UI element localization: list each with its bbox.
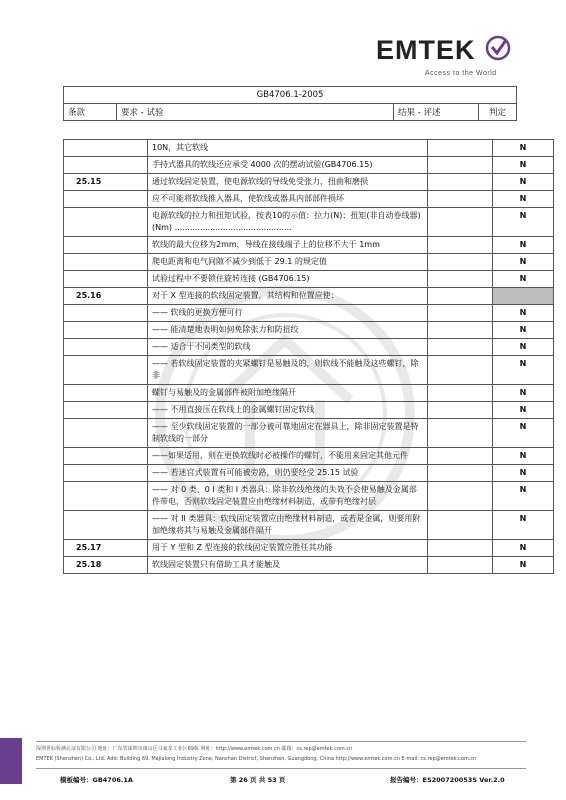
table-row: [64, 305, 554, 322]
template-number: 模板编号：GB4706.1A: [60, 776, 133, 784]
verdict-cell: N: [493, 305, 554, 322]
standard-number: GB4706.1-2005: [64, 87, 517, 104]
clause-cell: [64, 254, 148, 271]
clause-cell: 25.17: [64, 540, 148, 557]
col-header-result: 结果 - 评述: [394, 104, 479, 121]
clause-cell: [64, 157, 148, 174]
clause-cell: [64, 322, 148, 339]
table-row: [64, 237, 554, 254]
requirement-cell: 试验过程中不要锁住旋转连接 (GB4706.15): [148, 271, 428, 288]
verdict-cell: N: [493, 254, 554, 271]
requirement-cell: —— 若软线固定装置的夹紧螺钉是易触及的，则软线不能触及这些螺钉，除非: [148, 356, 428, 385]
report-number: 报告编号：ES200720053S Ver.2.0: [390, 776, 505, 784]
clause-cell: [64, 140, 148, 157]
logo-check-icon: [484, 34, 512, 62]
result-cell: [428, 191, 493, 208]
result-cell: [428, 208, 493, 237]
result-cell: [428, 465, 493, 482]
requirement-cell: —— 不用直接压在软线上的金属螺钉固定软线: [148, 402, 428, 419]
requirement-cell: 电源软线的拉力和扭矩试验，按表10的示值：拉力(N)；扭矩(非自动卷线器)(Nm) ..............................................: [148, 208, 428, 237]
clause-cell: [64, 448, 148, 465]
result-cell: [428, 271, 493, 288]
logo-text: EMTEK: [376, 35, 476, 65]
result-cell: [428, 322, 493, 339]
result-cell: [428, 157, 493, 174]
result-cell: [428, 402, 493, 419]
result-cell: [428, 140, 493, 157]
requirement-cell: —— 对 0 类、0 I 类和 I 类器具：除非软线绝缘的失效不会使易触及金属部件带电，否则软线固定装置应由绝缘材料制造，或带有绝缘衬层: [148, 482, 428, 511]
table-row: [64, 419, 554, 448]
footer-address-cn: 深圳世标检测认证有限公司 地址：广东省深圳市南山区马家龙工业区69栋 网址：http://www.emtek.com.cn 邮箱：cs.rep@emtek.com.cn: [36, 746, 353, 752]
clause-cell: [64, 271, 148, 288]
requirement-cell: —— 若迷宫式装置有可能被旁路，则仍要经受 25.15 试验: [148, 465, 428, 482]
table-row: [64, 191, 554, 208]
result-cell: [428, 557, 493, 574]
table-row: [64, 385, 554, 402]
table-row: [64, 511, 554, 540]
table-row: [64, 402, 554, 419]
footer-address-en: EMTEK (Shenzhen) Co., Ltd. Add: Building 69, Majialong Industry Zone, Nanshan District, Shenzhen, Guangdong, China http://www.emtek.com.cn E-mail: cs.rep@emtek.com.cn: [36, 756, 477, 762]
verdict-cell: N: [493, 482, 554, 511]
table-row: [64, 448, 554, 465]
requirement-cell: 软线的最大位移为2mm，导线在接线端子上的位移不大于 1mm: [148, 237, 428, 254]
verdict-cell: [493, 288, 554, 305]
report-header-table: [63, 86, 517, 121]
verdict-cell: N: [493, 339, 554, 356]
table-row: [64, 322, 554, 339]
result-cell: [428, 288, 493, 305]
clause-cell: [64, 419, 148, 448]
logo-tagline: Access to the World: [425, 70, 497, 77]
clause-cell: [64, 191, 148, 208]
clause-cell: [64, 511, 148, 540]
requirement-cell: ——如果适用，则在更换软线时必被操作的螺钉，不能用来固定其他元件: [148, 448, 428, 465]
verdict-cell: N: [493, 237, 554, 254]
requirement-cell: 10N，其它软线: [148, 140, 428, 157]
requirement-cell: —— 能清楚地表明如何免除张力和防扭绞: [148, 322, 428, 339]
verdict-cell: N: [493, 402, 554, 419]
clause-cell: [64, 402, 148, 419]
clause-cell: 25.16: [64, 288, 148, 305]
verdict-cell: N: [493, 448, 554, 465]
result-cell: [428, 174, 493, 191]
result-cell: [428, 237, 493, 254]
requirement-cell: —— 适合于不同类型的软线: [148, 339, 428, 356]
clause-cell: [64, 305, 148, 322]
verdict-cell: N: [493, 557, 554, 574]
requirement-cell: —— 软线的更换方便可行: [148, 305, 428, 322]
verdict-cell: N: [493, 191, 554, 208]
table-row: [64, 540, 554, 557]
clause-cell: [64, 356, 148, 385]
result-cell: [428, 339, 493, 356]
table-row: [64, 208, 554, 237]
result-cell: [428, 448, 493, 465]
table-row: [64, 482, 554, 511]
page-number: 第 26 页 共 53 页: [230, 776, 286, 784]
table-row: [64, 254, 554, 271]
result-cell: [428, 511, 493, 540]
result-cell: [428, 419, 493, 448]
verdict-cell: N: [493, 322, 554, 339]
clause-cell: [64, 208, 148, 237]
clause-cell: [64, 237, 148, 254]
footer-brand-bar: [0, 738, 22, 784]
table-row: [64, 157, 554, 174]
result-cell: [428, 356, 493, 385]
col-header-verdict: 判定: [479, 104, 517, 121]
requirement-cell: 对于 X 型连接的软线固定装置，其结构和位置应使：: [148, 288, 428, 305]
clause-cell: [64, 339, 148, 356]
requirement-cell: —— 对 II 类器具：软线固定装置应由绝缘材料制造，或若是金属，则要用附加绝缘将其与易触及金属部件隔开: [148, 511, 428, 540]
emtek-logo: [376, 36, 516, 64]
verdict-cell: N: [493, 157, 554, 174]
clause-cell: [64, 465, 148, 482]
requirement-cell: 通过软线固定装置，使电源软线的导线免受张力，扭曲和磨损: [148, 174, 428, 191]
table-row: [64, 339, 554, 356]
result-cell: [428, 305, 493, 322]
verdict-cell: N: [493, 356, 554, 385]
requirement-cell: —— 至少软线固定装置的一部分被可靠地固定在器具上，除非固定装置是特制软线的一部分: [148, 419, 428, 448]
table-row: [64, 356, 554, 385]
table-row: [64, 174, 554, 191]
verdict-cell: N: [493, 511, 554, 540]
verdict-cell: N: [493, 208, 554, 237]
table-row: [64, 465, 554, 482]
verdict-cell: N: [493, 540, 554, 557]
verdict-cell: N: [493, 465, 554, 482]
requirement-cell: 螺钉与易触及的金属部件被附加绝缘隔开: [148, 385, 428, 402]
verdict-cell: N: [493, 419, 554, 448]
result-cell: [428, 540, 493, 557]
clause-cell: 25.18: [64, 557, 148, 574]
table-row: [64, 140, 554, 157]
col-header-clause: 条款: [64, 104, 117, 121]
requirement-cell: 软线固定装置只有借助工具才能触及: [148, 557, 428, 574]
table-row: [64, 288, 554, 305]
requirement-cell: 手持式器具的软线还应承受 4000 次的摆动试验(GB4706.15): [148, 157, 428, 174]
table-row: [64, 271, 554, 288]
verdict-cell: N: [493, 140, 554, 157]
result-cell: [428, 385, 493, 402]
result-cell: [428, 482, 493, 511]
footer-divider-2: [36, 768, 526, 769]
col-header-requirement: 要求 - 试验: [117, 104, 394, 121]
verdict-cell: N: [493, 174, 554, 191]
clause-cell: [64, 385, 148, 402]
clause-cell: 25.15: [64, 174, 148, 191]
requirements-table: [63, 139, 554, 574]
verdict-cell: N: [493, 271, 554, 288]
verdict-cell: N: [493, 385, 554, 402]
table-row: [64, 557, 554, 574]
requirement-cell: 爬电距离和电气间隙不减少到低于 29.1 的规定值: [148, 254, 428, 271]
requirement-cell: 用于 Y 型和 Z 型连接的软线固定装置应胜任其功能: [148, 540, 428, 557]
requirement-cell: 应不可能将软线推入器具，使软线或器具内部部件损坏: [148, 191, 428, 208]
footer-divider: [36, 741, 526, 742]
clause-cell: [64, 482, 148, 511]
result-cell: [428, 254, 493, 271]
